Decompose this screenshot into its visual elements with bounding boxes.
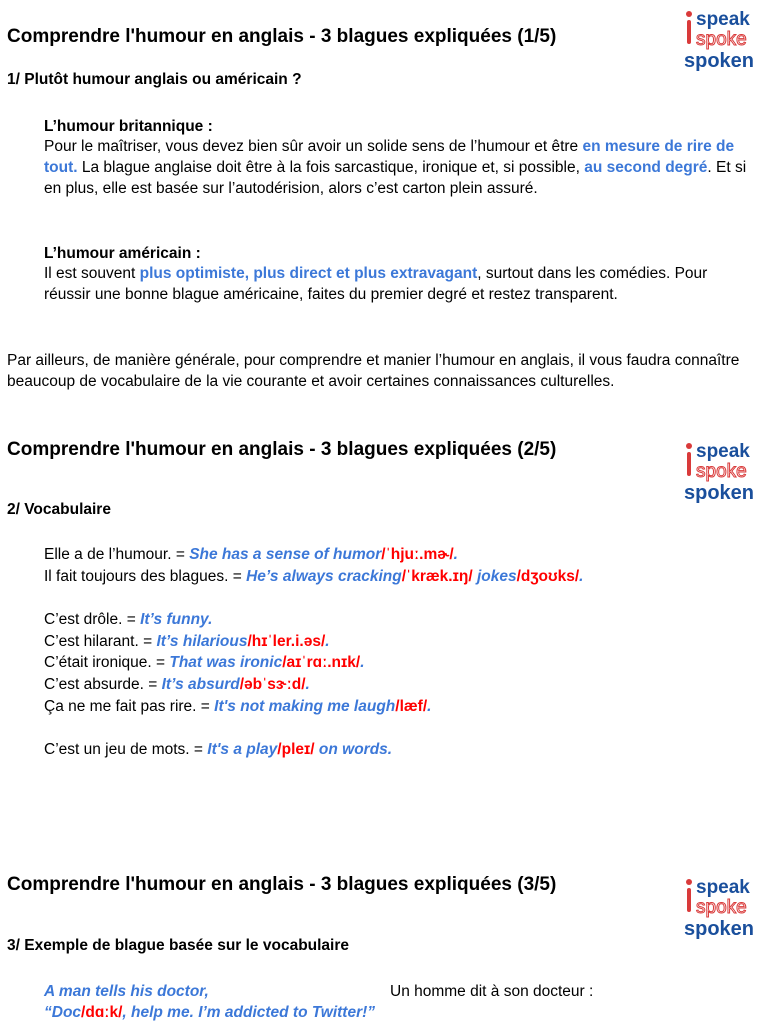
british-text-c: . Et si en plus, elle est basée sur l’autodérision, alors c’est carton plein assuré. [44,159,747,197]
vocab-fr: Ça ne me fait pas rire. = [44,698,215,715]
logo-dot-icon [686,11,692,17]
vocab-en: It’s funny. [140,611,213,628]
vocab-phonetic: /læf/ [395,698,428,715]
logo-word-spoke: spoke [696,897,747,918]
vocab-en: It’s absurd [161,676,240,693]
section-1-heading: 1/ Plutôt humour anglais ou américain ? [7,71,302,88]
joke-en-line-2 [44,1002,375,1023]
logo-word-spoken: spoken [684,50,755,72]
american-humour-paragraph [44,263,744,305]
vocab-fr: C’est hilarant. = [44,633,157,650]
section-1-title: Comprendre l'humour en anglais - 3 blagues expliquées (1/5) [7,26,557,47]
american-highlight: plus optimiste, plus direct et plus extravagant [139,265,478,282]
vocab-line-2 [44,566,583,587]
vocab-en: She has a sense of humor [189,546,382,563]
vocab-phonetic: /aɪˈrɑː.nɪk/ [282,654,361,671]
joke-phonetic: /dɑːk/ [81,1004,123,1021]
section-2-heading: 2/ Vocabulaire [7,501,111,518]
vocab-phonetic: /pleɪ/ [277,741,315,758]
logo-dot-icon [686,879,692,885]
vocab-end: . [427,698,432,715]
vocab-phonetic: /hɪˈler.i.əs/ [247,633,326,650]
vocab-en: That was ironic [169,654,283,671]
speak-spoke-spoken-logo [684,876,766,946]
vocab-end: . [360,654,365,671]
vocab-fr: Il fait toujours des blagues. = [44,568,247,585]
vocab-end: . [305,676,310,693]
vocab-end: . [579,568,584,585]
vocab-line-6 [44,674,310,695]
vocab-phonetic: /ˈhjuː.mɚ/ [381,546,454,563]
logo-bar-icon [687,20,691,44]
american-text-b: , surtout dans les comédies. Pour réussir une bonne blague américaine, faites du premier degré et restez transparent. [44,265,708,303]
section-3-title: Comprendre l'humour en anglais - 3 blagues expliquées (3/5) [7,874,557,895]
vocab-line-5 [44,652,365,673]
american-humour-heading: L’humour américain : [44,245,201,262]
vocab-line-3 [44,609,212,630]
vocab-en: It's a play [207,741,278,758]
vocab-line-7 [44,696,431,717]
british-humour-heading: L’humour britannique : [44,118,213,135]
vocab-fr: C’est un jeu de mots. = [44,741,208,758]
british-highlight-2: au second degré [584,159,708,176]
joke-en-b: , help me. I’m addicted to Twitter!” [122,1004,376,1021]
joke-en-a: “Doc [44,1004,82,1021]
logo-word-speak: speak [696,877,750,898]
british-highlight-1: en mesure de rire de tout. [44,138,735,176]
logo-word-spoke: spoke [696,461,747,482]
vocab-phonetic: /ˈkræk.ɪŋ/ [401,568,473,585]
vocab-en: He’s always cracking [246,568,402,585]
logo-bar-icon [687,452,691,476]
vocab-line-4 [44,631,330,652]
logo-bar-icon [687,888,691,912]
general-paragraph: Par ailleurs, de manière générale, pour comprendre et manier l’humour en anglais, il vous faudra connaître beaucoup de vocabulaire de la vie courante et avoir certaines connaissances culturelles. [7,352,740,390]
british-humour-paragraph [44,136,756,199]
vocab-end: . [325,633,330,650]
vocab-end: . [453,546,458,563]
vocab-fr: C’est absurde. = [44,676,162,693]
logo-word-spoken: spoken [684,482,755,504]
british-text-b: La blague anglaise doit être à la fois sarcastique, ironique et, si possible, [77,159,585,176]
vocab-line-8 [44,739,392,760]
vocab-fr: Elle a de l’humour. = [44,546,190,563]
vocab-phonetic-2: /dʒoʊks/ [516,568,580,585]
vocab-en: It's not making me laugh [214,698,396,715]
logo-word-spoke: spoke [696,29,747,50]
speak-spoke-spoken-logo [684,8,766,78]
logo-dot-icon [686,443,692,449]
logo-word-speak: speak [696,9,750,30]
vocab-fr: C’était ironique. = [44,654,170,671]
vocab-fr: C’est drôle. = [44,611,141,628]
logo-word-spoken: spoken [684,918,755,940]
british-text-a: Pour le maîtriser, vous devez bien sûr avoir un solide sens de l’humour et être [44,138,583,155]
section-2-title: Comprendre l'humour en anglais - 3 blagues expliquées (2/5) [7,439,557,460]
speak-spoke-spoken-logo [684,440,766,510]
logo-word-speak: speak [696,441,750,462]
vocab-en-2: jokes [472,568,517,585]
vocab-en: It’s hilarious [156,633,248,650]
vocab-phonetic: /əbˈsɝːd/ [239,676,306,693]
joke-fr-line-1: Un homme dit à son docteur : [390,983,594,1000]
american-text-a: Il est souvent [44,265,140,282]
vocab-line-1 [44,544,458,565]
vocab-en-2: on words. [314,741,393,758]
joke-en-line-1: A man tells his doctor, [44,983,209,1000]
section-3-heading: 3/ Exemple de blague basée sur le vocabulaire [7,937,350,954]
